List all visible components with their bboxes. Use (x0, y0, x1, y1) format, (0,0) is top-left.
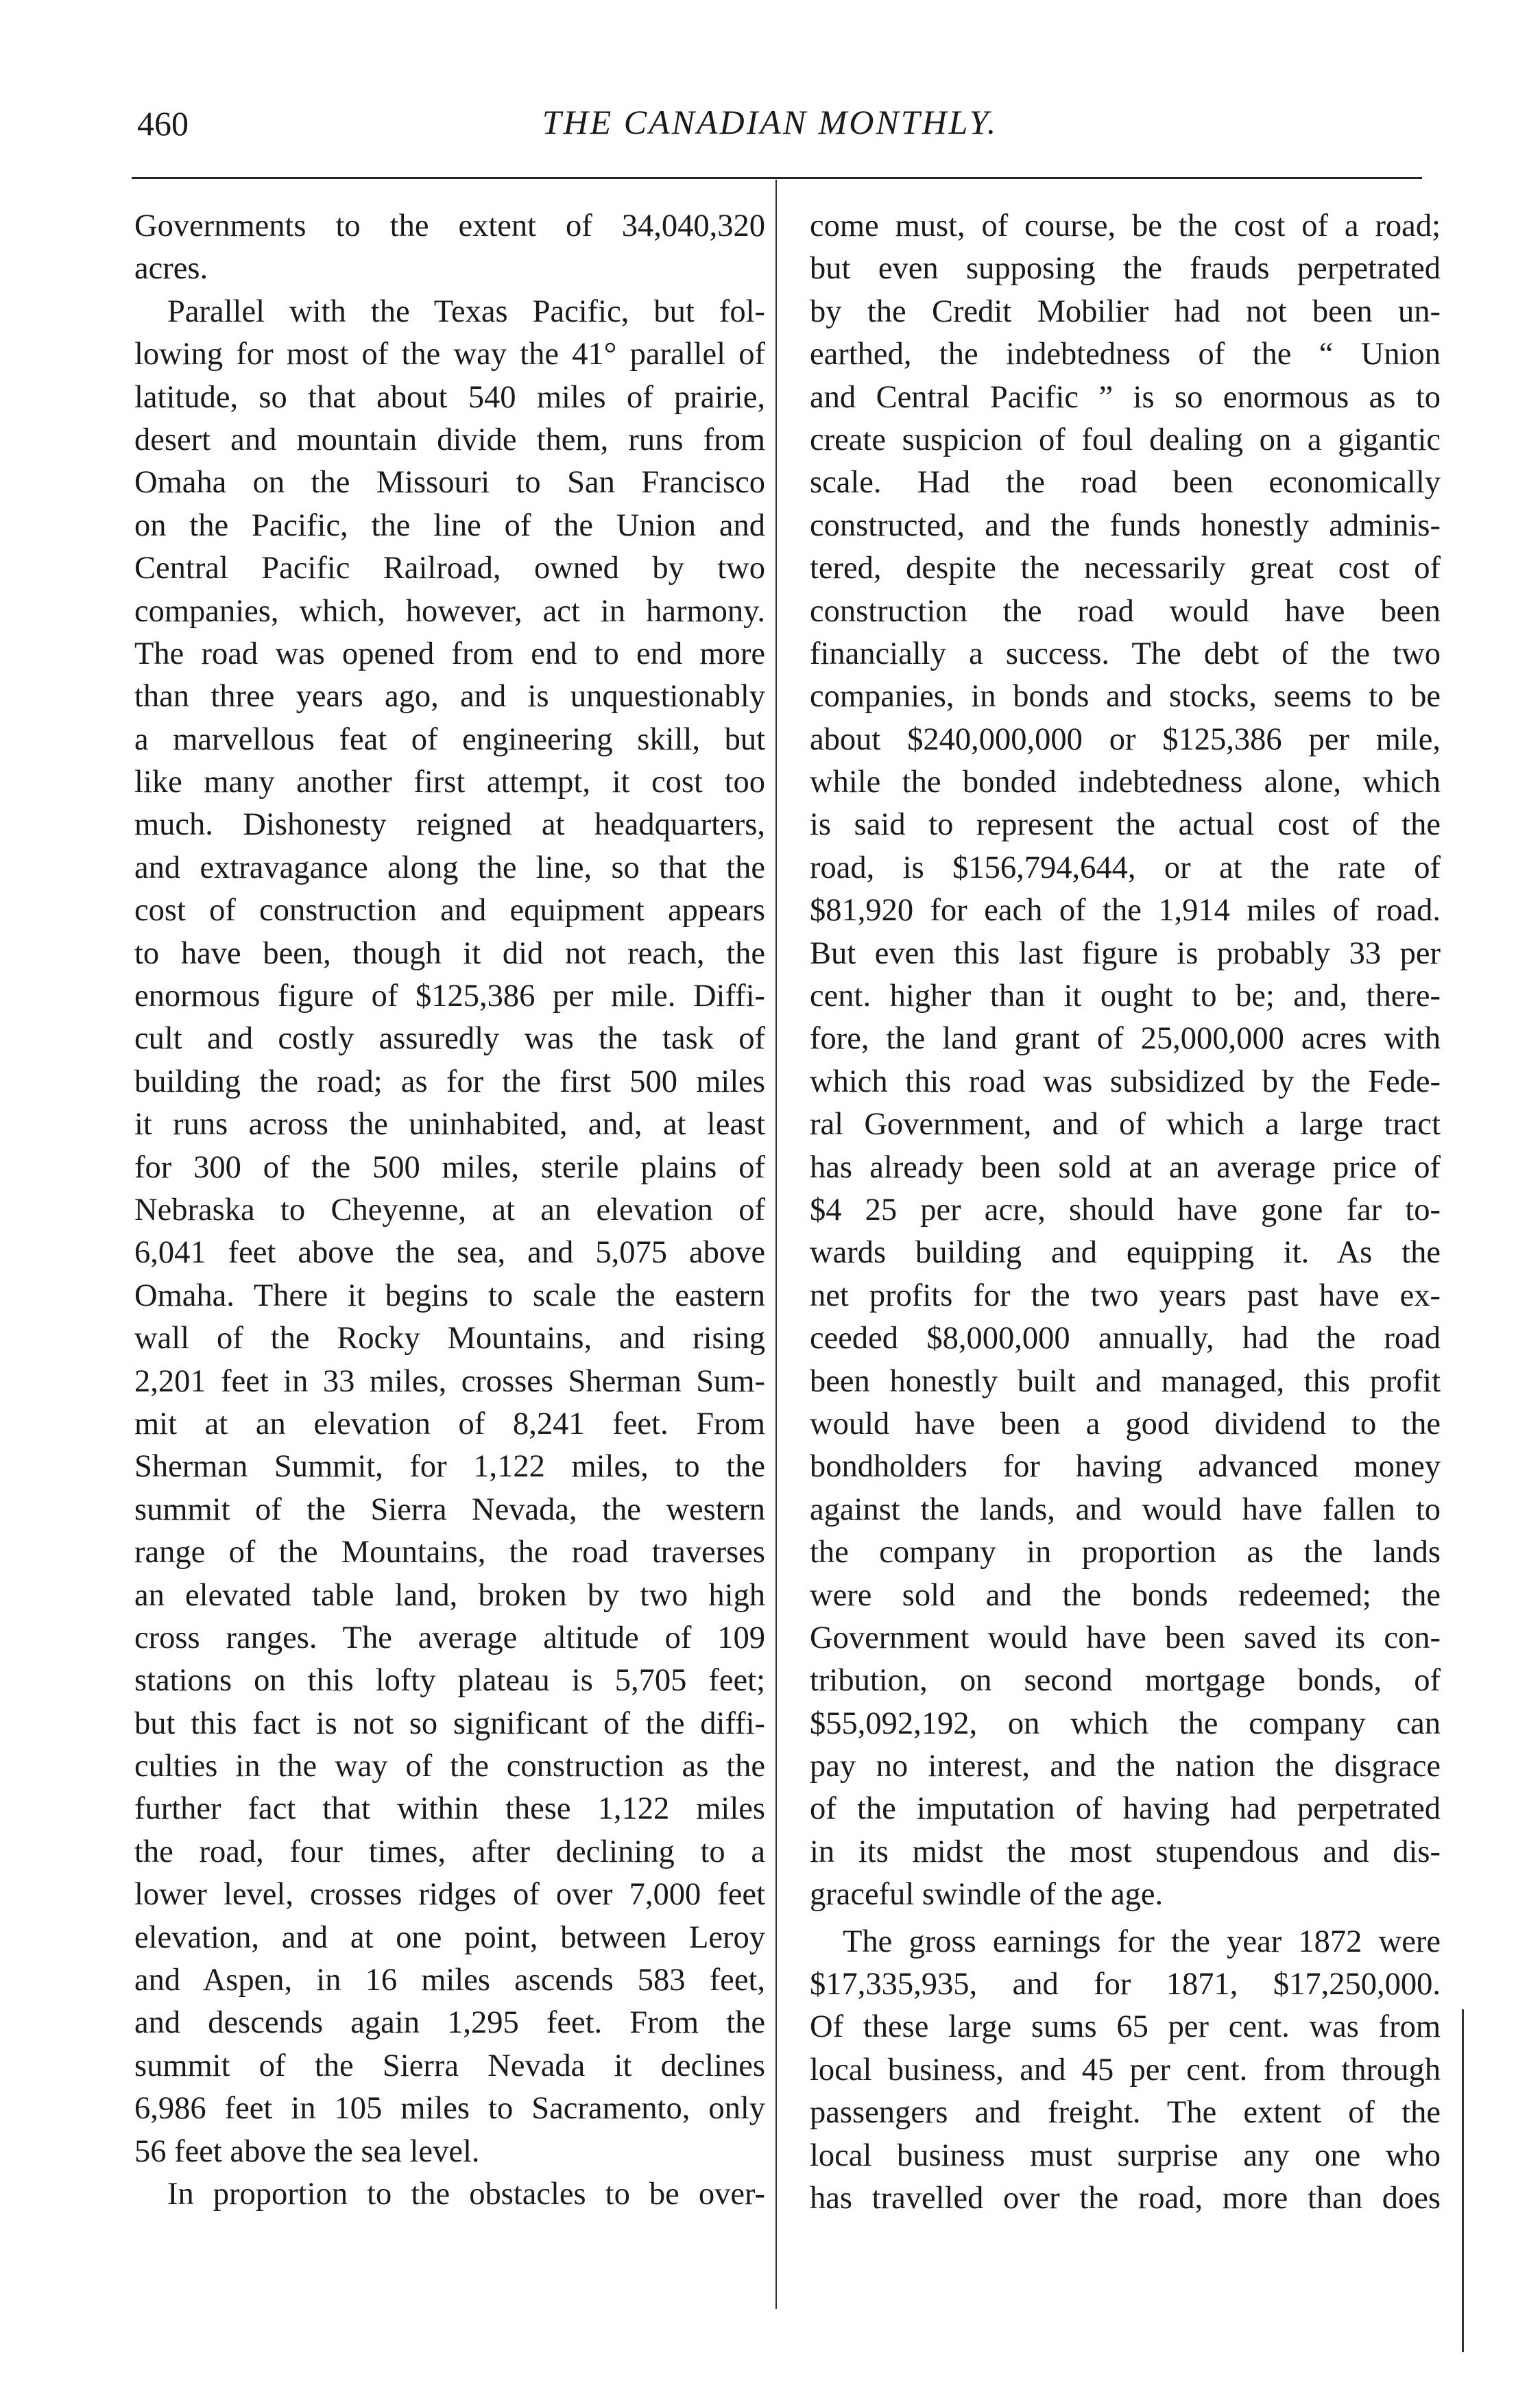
text-line: fore, the land grant of 25,000,000 acres with (810, 1021, 1441, 1057)
text-line: The road was opened from end to end more (134, 636, 765, 671)
text-line: The gross earnings for the year 1872 were (843, 1924, 1441, 1959)
text-line: companies, in bonds and stocks, seems to be (810, 679, 1441, 715)
text-line: cult and costly assuredly was the task of (134, 1021, 765, 1057)
text-line: range of the Mountains, the road traverses (134, 1535, 765, 1570)
text-line: local business must surprise any one who (810, 2138, 1441, 2173)
text-line: by the Credit Mobilier had not been un- (810, 294, 1441, 329)
text-line: than three years ago, and is unquestionably (134, 679, 765, 715)
text-line: $4 25 per acre, should have gone far to- (810, 1192, 1441, 1228)
text-line: like many another first attempt, it cost too (134, 765, 765, 800)
text-line: cross ranges. The average altitude of 109 (134, 1620, 765, 1655)
text-line: earthed, the indebtedness of the “ Union (810, 337, 1441, 372)
text-line: for 300 of the 500 miles, sterile plains of (134, 1149, 765, 1185)
text-line: tribution, on second mortgage bonds, of (810, 1663, 1441, 1699)
text-line: road, is $156,794,644, or at the rate of (810, 850, 1441, 885)
text-line: an elevated table land, broken by two high (134, 1577, 765, 1613)
text-line: In proportion to the obstacles to be over- (167, 2176, 765, 2212)
text-line: the road, four times, after declining to a (134, 1834, 765, 1869)
binding-edge-mark (1462, 2009, 1464, 2352)
text-line: latitude, so that about 540 miles of prairie, (134, 379, 765, 415)
text-line: But even this last figure is probably 33 per (810, 935, 1441, 971)
text-line: net profits for the two years past have ex- (810, 1278, 1441, 1313)
text-line: $55,092,192, on which the company can (810, 1706, 1441, 1741)
text-line: scale. Had the road been economically (810, 465, 1441, 501)
text-line: would have been a good dividend to the (810, 1406, 1441, 1441)
text-line: lower level, crosses ridges of over 7,000 feet (134, 1877, 765, 1913)
text-line: and Central Pacific ” is so enormous as to (810, 379, 1441, 415)
text-line: it runs across the uninhabited, and, at least (134, 1107, 765, 1142)
text-line: summit of the Sierra Nevada it declines (134, 2048, 765, 2083)
text-line: and descends again 1,295 feet. From the (134, 2005, 765, 2041)
text-line: is said to represent the actual cost of the (810, 807, 1441, 843)
text-line: and Aspen, in 16 miles ascends 583 feet, (134, 1963, 765, 1998)
text-line: cent. higher than it ought to be; and, there- (810, 979, 1441, 1014)
page-number: 460 (137, 104, 189, 143)
text-line: Of these large sums 65 per cent. was from (810, 2009, 1441, 2045)
text-line: Parallel with the Texas Pacific, but fol- (167, 294, 765, 329)
text-line: ral Government, and of which a large tract (810, 1107, 1441, 1142)
text-line: enormous figure of $125,386 per mile. Diffi- (134, 979, 765, 1014)
text-line: to have been, though it did not reach, the (134, 935, 765, 971)
text-line: has already been sold at an average price of (810, 1149, 1441, 1185)
text-line: but this fact is not so significant of the diffi- (134, 1706, 765, 1741)
running-head: THE CANADIAN MONTHLY. (542, 103, 998, 141)
text-line: tered, despite the necessarily great cost of (810, 551, 1441, 586)
text-line: summit of the Sierra Nevada, the western (134, 1492, 765, 1527)
text-line: companies, which, however, act in harmony. (134, 593, 765, 629)
text-line: Government would have been saved its con- (810, 1620, 1441, 1655)
text-line: been honestly built and managed, this profit (810, 1363, 1441, 1399)
text-line: a marvellous feat of engineering skill, but (134, 721, 765, 757)
text-line: bondholders for having advanced money (810, 1449, 1441, 1485)
text-line: Omaha. There it begins to scale the eastern (134, 1278, 765, 1313)
text-line: 6,986 feet in 105 miles to Sacramento, only (134, 2091, 765, 2127)
right-column (810, 205, 1441, 2220)
text-line: Sherman Summit, for 1,122 miles, to the (134, 1449, 765, 1485)
text-line: Omaha on the Missouri to San Francisco (134, 465, 765, 501)
text-line: 56 feet above the sea level. (134, 2133, 480, 2169)
text-line: graceful swindle of the age. (810, 1877, 1164, 1913)
text-line: and extravagance along the line, so that the (134, 850, 765, 885)
text-line: stations on this lofty plateau is 5,705 feet; (134, 1663, 765, 1699)
text-line: mit at an elevation of 8,241 feet. From (134, 1406, 765, 1441)
text-line: pay no interest, and the nation the disgrace (810, 1749, 1441, 1784)
text-line: of the imputation of having had perpetrated (810, 1791, 1441, 1827)
text-line: $17,335,935, and for 1871, $17,250,000. (810, 1967, 1441, 2002)
text-line: against the lands, and would have fallen to (810, 1492, 1441, 1527)
text-line: financially a success. The debt of the two (810, 636, 1441, 671)
left-column (134, 205, 765, 2216)
text-line: much. Dishonesty reigned at headquarters, (134, 807, 765, 843)
text-line: but even supposing the frauds perpetrated (810, 251, 1441, 287)
text-line: further fact that within these 1,122 miles (134, 1791, 765, 1827)
text-line: Governments to the extent of 34,040,320 (134, 208, 765, 243)
text-line: about $240,000,000 or $125,386 per mile, (810, 721, 1441, 757)
text-line: has travelled over the road, more than does (810, 2180, 1441, 2216)
text-line: in its midst the most stupendous and dis- (810, 1834, 1441, 1869)
text-line: local business, and 45 per cent. from through (810, 2052, 1441, 2087)
text-line: building the road; as for the first 500 miles (134, 1064, 765, 1099)
text-line: while the bonded indebtedness alone, which (810, 765, 1441, 800)
text-line: on the Pacific, the line of the Union and (134, 507, 765, 543)
text-line: constructed, and the funds honestly adminis- (810, 507, 1441, 543)
column-divider (775, 180, 777, 2309)
text-line: $81,920 for each of the 1,914 miles of road. (810, 893, 1441, 929)
text-line: the company in proportion as the lands (810, 1535, 1441, 1570)
text-line: desert and mountain divide them, runs from (134, 422, 765, 457)
text-line: lowing for most of the way the 41° parallel of (134, 337, 765, 372)
text-line: 2,201 feet in 33 miles, crosses Sherman Sum- (134, 1363, 765, 1399)
text-line: culties in the way of the construction as the (134, 1749, 765, 1784)
text-line: which this road was subsidized by the Fede- (810, 1064, 1441, 1099)
text-line: cost of construction and equipment appears (134, 893, 765, 929)
text-line: construction the road would have been (810, 593, 1441, 629)
text-line: elevation, and at one point, between Leroy (134, 1919, 765, 1955)
text-line: wall of the Rocky Mountains, and rising (134, 1321, 765, 1356)
text-line: create suspicion of foul dealing on a gigantic (810, 422, 1441, 457)
text-line: wards building and equipping it. As the (810, 1235, 1441, 1271)
text-line: passengers and freight. The extent of the (810, 2095, 1441, 2131)
text-line: were sold and the bonds redeemed; the (810, 1577, 1441, 1613)
text-line: Central Pacific Railroad, owned by two (134, 551, 765, 586)
header-rule (132, 177, 1422, 179)
text-line: Nebraska to Cheyenne, at an elevation of (134, 1192, 765, 1228)
text-line: acres. (134, 251, 208, 287)
text-line: ceeded $8,000,000 annually, had the road (810, 1321, 1441, 1356)
text-line: 6,041 feet above the sea, and 5,075 above (134, 1235, 765, 1271)
text-line: come must, of course, be the cost of a road; (810, 208, 1441, 243)
